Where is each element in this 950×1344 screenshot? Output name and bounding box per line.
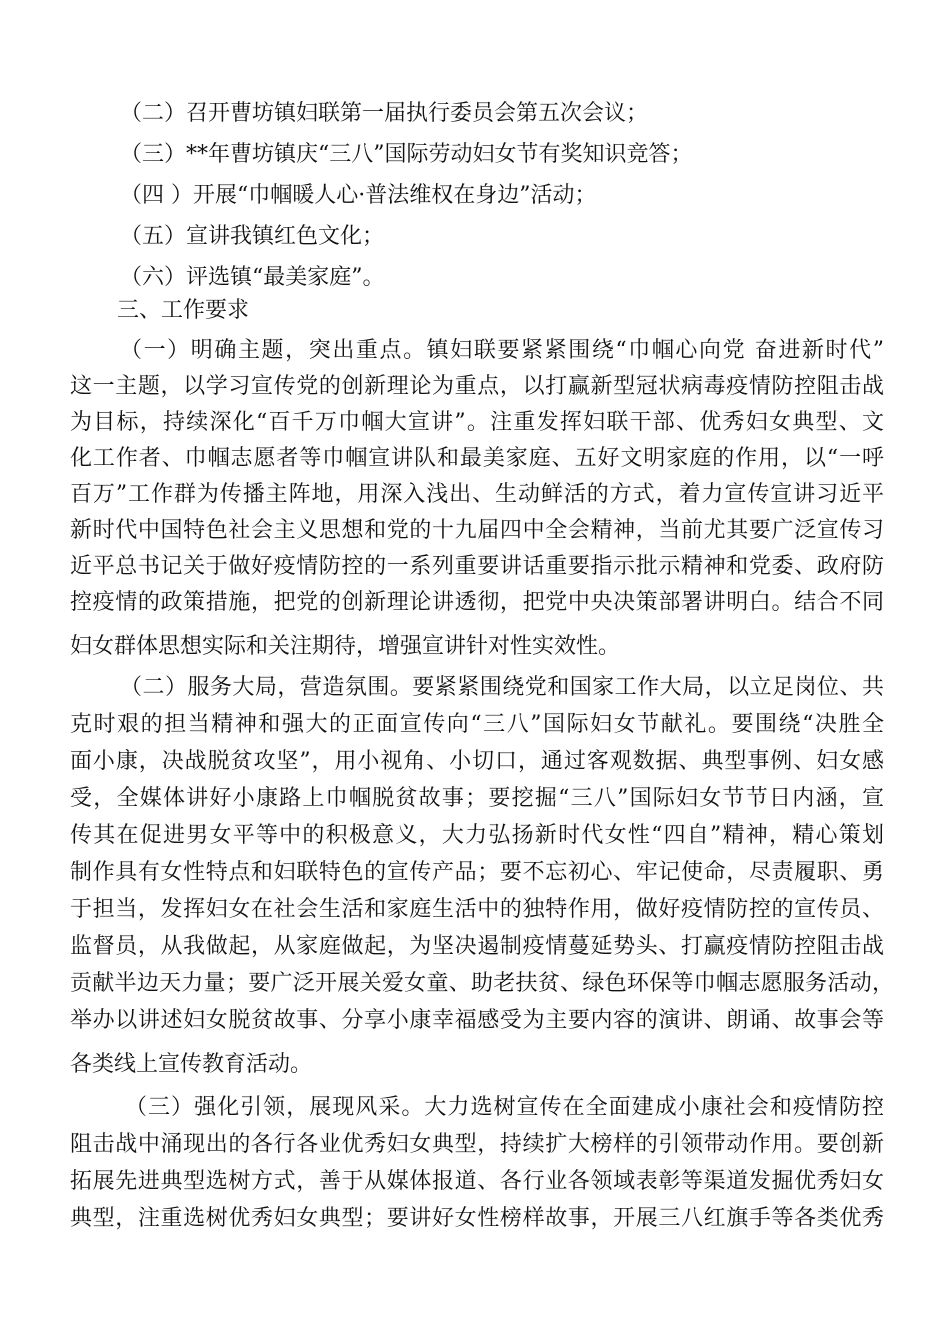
list-item: （四 ）开展“巾帼暖人心·普法维权在身边”活动； — [120, 183, 597, 208]
paragraph-line: 百万”工作群为传播主阵地，用深入浅出、生动鲜活的方式，着力宣传宣讲习近平 — [70, 482, 884, 507]
paragraph-line: 举办以讲述妇女脱贫故事、分享小康幸福感受为主要内容的演讲、朗诵、故事会等 — [70, 1008, 884, 1033]
paragraph-line: 于担当，发挥妇女在社会生活和家庭生活中的独特作用，做好疫情防控的宣传员、 — [70, 897, 884, 922]
paragraph-line: 克时艰的担当精神和强大的正面宣传向“三八”国际妇女节献礼。要围绕“决胜全 — [70, 712, 884, 737]
paragraph-line: 贡献半边天力量；要广泛开展关爱女童、助老扶贫、绿色环保等巾帼志愿服务活动， — [70, 971, 894, 996]
paragraph-line: 为目标，持续深化“百千万巾帼大宣讲”。注重发挥妇联干部、优秀妇女典型、文 — [70, 410, 884, 435]
paragraph-line: 传其在促进男女平等中的积极意义，大力弘扬新时代女性“四自”精神，精心策划 — [70, 823, 884, 848]
paragraph-line: 各类线上宣传教育活动。 — [70, 1052, 313, 1077]
paragraph-line: 新时代中国特色社会主义思想和党的十九届四中全会精神，当前尤其要广泛宣传习 — [70, 518, 884, 543]
paragraph-line: （二）服务大局，营造氛围。要紧紧围绕党和国家工作大局，以立足岗位、共 — [120, 675, 884, 700]
paragraph-line: （一）明确主题，突出重点。镇妇联要紧紧围绕“巾帼心向党 奋进新时代” — [120, 338, 884, 363]
list-item: （六）评选镇“最美家庭”。 — [120, 265, 385, 290]
paragraph-line: 监督员，从我做起，从家庭做起，为坚决遏制疫情蔓延势头、打赢疫情防控阻击战 — [70, 934, 884, 959]
paragraph-line: 制作具有女性特点和妇联特色的宣传产品；要不忘初心、牢记使命，尽责履职、勇 — [70, 860, 884, 885]
paragraph-line: 阻击战中涌现出的各行各业优秀妇女典型，持续扩大榜样的引领带动作用。要创新 — [70, 1132, 884, 1157]
list-item: （二）召开曹坊镇妇联第一届执行委员会第五次会议； — [120, 101, 649, 126]
paragraph-line: 典型，注重选树优秀妇女典型；要讲好女性榜样故事，开展三八红旗手等各类优秀 — [70, 1206, 884, 1231]
paragraph-line: 化工作者、巾帼志愿者等巾帼宣讲队和最美家庭、五好文明家庭的作用，以“一呼 — [70, 446, 884, 471]
paragraph-line: 受，全媒体讲好小康路上巾帼脱贫故事；要挖掘“三八”国际妇女节节日内涵，宣 — [70, 786, 884, 811]
paragraph-line: 拓展先进典型选树方式，善于从媒体报道、各行业各领域表彰等渠道发掘优秀妇女 — [70, 1169, 884, 1194]
paragraph-line: 控疫情的政策措施，把党的创新理论讲透彻，把党中央决策部署讲明白。结合不同 — [70, 590, 884, 615]
section-heading: 三、工作要求 — [117, 298, 250, 323]
paragraph-line: （三）强化引领，展现风采。大力选树宣传在全面建成小康社会和疫情防控 — [125, 1095, 884, 1120]
paragraph-line: 近平总书记关于做好疫情防控的一系列重要讲话重要指示批示精神和党委、政府防 — [70, 554, 884, 579]
paragraph-line: 这一主题，以学习宣传党的创新理论为重点，以打赢新型冠状病毒疫情防控阻击战 — [70, 374, 884, 399]
paragraph-line: 妇女群体思想实际和关注期待，增强宣讲针对性实效性。 — [70, 634, 621, 659]
list-item: （五）宣讲我镇红色文化； — [120, 224, 385, 249]
paragraph-line: 面小康，决战脱贫攻坚”，用小视角、小切口，通过客观数据、典型事例、妇女感 — [70, 749, 884, 774]
list-item: （三）**年曹坊镇庆“三八”国际劳动妇女节有奖知识竞答； — [120, 142, 693, 167]
